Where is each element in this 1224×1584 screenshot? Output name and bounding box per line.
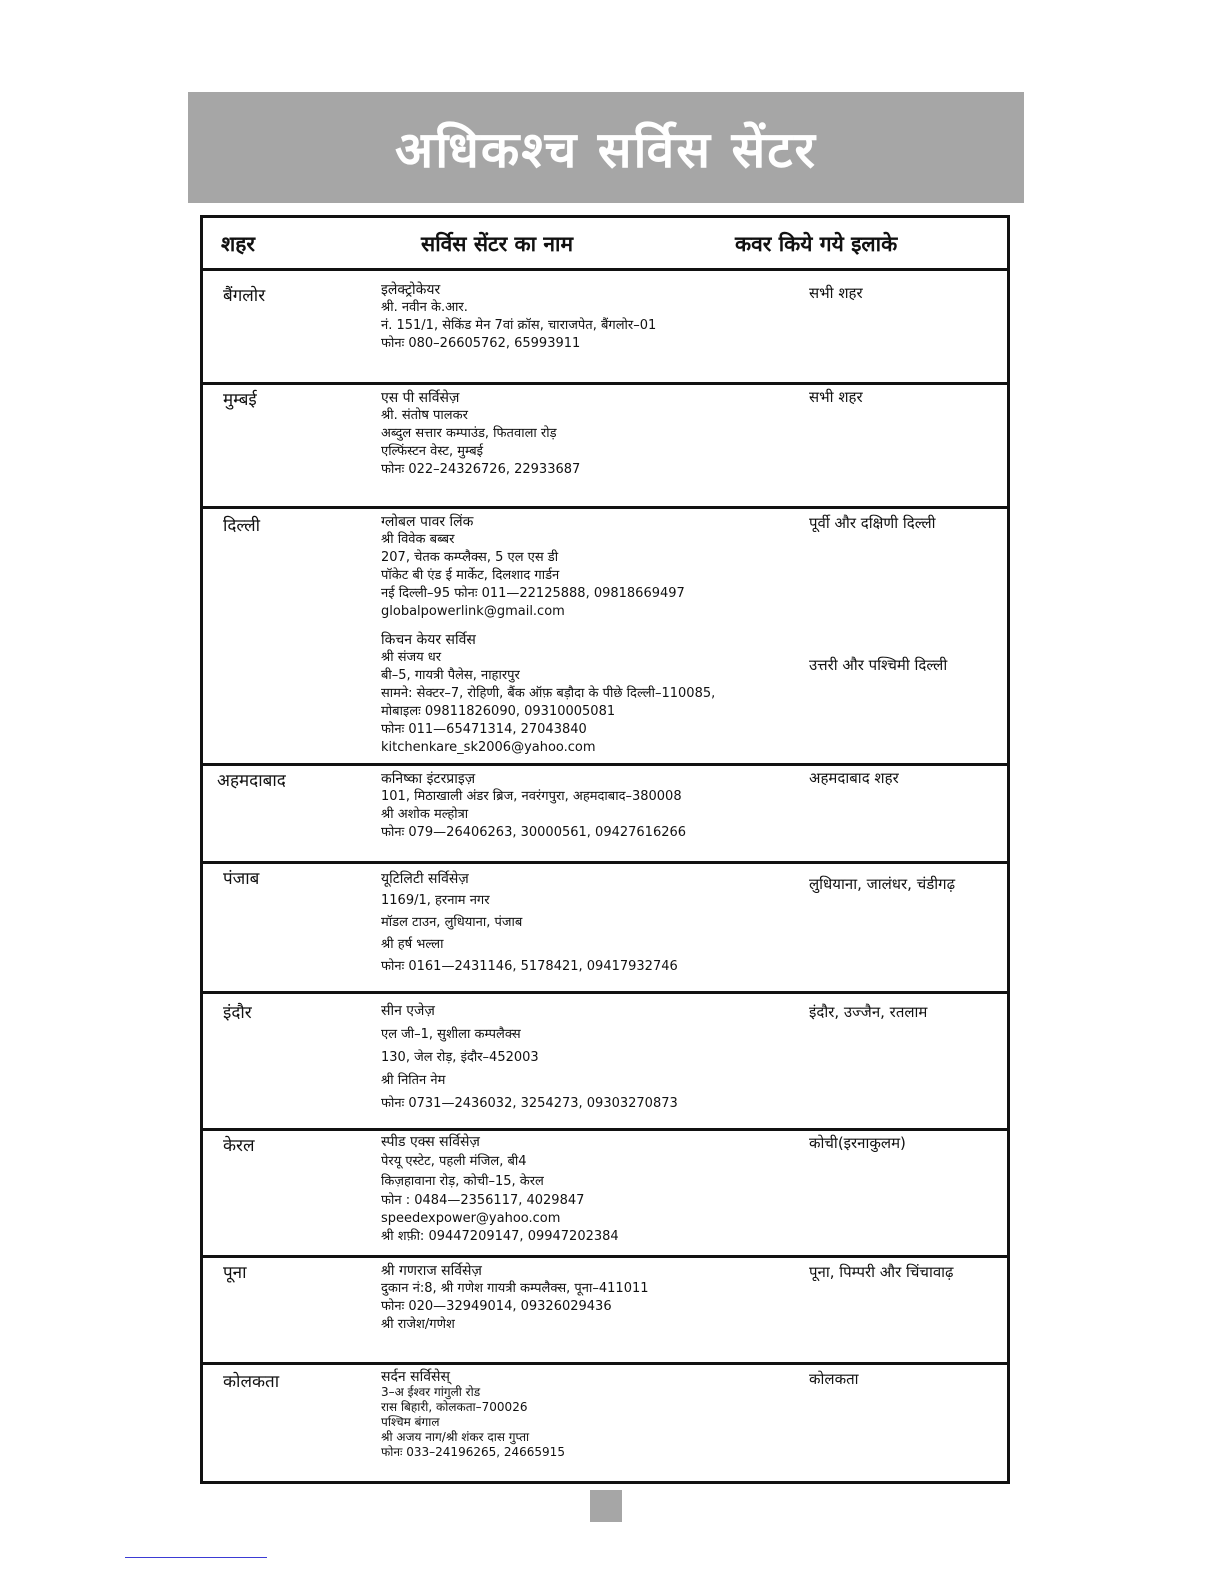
center-line: श्री शफ़ी: 09447209147, 09947202384: [381, 1229, 619, 1244]
center-line: श्री संजय धर: [381, 650, 442, 665]
center-line: श्री विवेक बब्बर: [381, 532, 455, 547]
table-row: [203, 1365, 1007, 1481]
center-line: अब्दुल सत्तार कम्पाउंड, फितवाला रोड़: [381, 426, 557, 441]
center-line: श्री. नवीन के.आर.: [381, 300, 468, 315]
center-line: बी–5, गायत्री पैलेस, नाहारपुर: [381, 668, 520, 683]
table-row: [203, 509, 1007, 766]
service-center: [381, 1133, 801, 1246]
center-line: एल्फिंस्टन वेस्ट, मुम्बई: [381, 444, 484, 459]
table-row: [203, 271, 1007, 385]
center-line: फोनः 033–24196265, 24665915: [381, 1445, 565, 1459]
service-center-table: [200, 215, 1010, 1484]
footnote-divider: [125, 1557, 267, 1558]
service-center: [381, 513, 801, 621]
header-areas: कवर किये गये इलाके: [735, 232, 898, 256]
covered-area: कोलकता: [809, 1370, 859, 1388]
covered-area: अहमदाबाद शहर: [809, 769, 899, 787]
center-line: फोनः 020—32949014, 09326029436: [381, 1299, 612, 1314]
center-email[interactable]: kitchenkare_sk2006@yahoo.com: [381, 740, 596, 755]
center-line: 207, चेतक कम्प्लैक्स, 5 एल एस डी: [381, 550, 559, 565]
center-line: फोनः 011—65471314, 27043840: [381, 722, 587, 737]
covered-area: सभी शहर: [809, 284, 863, 302]
covered-area: पूर्वी और दक्षिणी दिल्ली: [809, 514, 936, 532]
center-line: फोनः 0731—2436032, 3254273, 09303270873: [381, 1096, 678, 1111]
center-line: पेरयू एस्टेट, पहली मंजिल, बी4: [381, 1154, 527, 1169]
center-line: एस पी सर्विसेज़: [381, 390, 460, 406]
city-name: बैंगलोर: [223, 286, 266, 306]
table-header: [203, 218, 1007, 271]
city-name: केरल: [223, 1136, 255, 1156]
table-row: [203, 385, 1007, 509]
center-line: श्री अजय नाग/श्री शंकर दास गुप्ता: [381, 1430, 530, 1444]
city-name: इंदौर: [223, 1003, 252, 1023]
table-row: [203, 1258, 1007, 1365]
service-center: [381, 1369, 801, 1460]
center-line: मॉडल टाउन, लुधियाना, पंजाब: [381, 915, 523, 930]
service-center: [381, 389, 801, 479]
center-line: 1169/1, हरनाम नगर: [381, 893, 490, 908]
center-line: फोनः 079—26406263, 30000561, 09427616266: [381, 825, 687, 840]
center-line: पॉकेट बी एंड ई मार्केट, दिलशाद गार्डन: [381, 568, 560, 583]
covered-area: इंदौर, उज्जैन, रतलाम: [809, 1003, 928, 1021]
center-line: श्री. संतोष पालकर: [381, 408, 468, 423]
service-center: [381, 868, 801, 978]
center-line: रास बिहारी, कोलकता–700026: [381, 1400, 528, 1414]
table-row: [203, 1131, 1007, 1258]
city-name: मुम्बई: [223, 390, 257, 410]
service-center: [381, 631, 801, 757]
center-line: 130, जेल रोड़, इंदौर–452003: [381, 1050, 539, 1065]
center-line: 3–अ ईश्वर गांगुली रोड: [381, 1385, 481, 1399]
covered-area: कोची(इरनाकुलम): [809, 1134, 906, 1152]
center-line: पश्चिम बंगाल: [381, 1415, 440, 1429]
page-number-box: [590, 1490, 622, 1522]
center-email[interactable]: globalpowerlink@gmail.com: [381, 604, 565, 619]
center-line: किचन केयर सर्विस: [381, 632, 476, 648]
service-center: [381, 1262, 801, 1334]
center-line: श्री गणराज सर्विसेज़: [381, 1263, 482, 1279]
center-line: सर्दन सर्विसेस्: [381, 1369, 450, 1385]
center-line: मोबाइलः 09811826090, 09310005081: [381, 704, 616, 719]
center-line: श्री राजेश/गणेश: [381, 1317, 455, 1332]
center-line: किज़हावाना रोड़, कोची–15, केरल: [381, 1174, 544, 1189]
covered-area: सभी शहर: [809, 388, 863, 406]
table-row: [203, 994, 1007, 1131]
center-line: श्री हर्ष भल्ला: [381, 937, 444, 952]
service-center: [381, 1000, 801, 1115]
title-banner: [188, 92, 1024, 203]
center-line: सीन एजेज़: [381, 1003, 435, 1019]
center-line: स्पीड एक्स सर्विसेज़: [381, 1134, 480, 1150]
center-line: फोन : 0484—2356117, 4029847: [381, 1193, 585, 1208]
center-line: 101, मिठाखाली अंडर ब्रिज, नवरंगपुरा, अहमदाबाद–380008: [381, 789, 682, 804]
header-center-name: सर्विस सेंटर का नाम: [421, 232, 574, 256]
center-line: एल जी–1, सुशीला कम्पलैक्स: [381, 1027, 521, 1042]
covered-area: पूना, पिम्परी और चिंचावाढ़: [809, 1263, 954, 1281]
center-email[interactable]: speedexpower@yahoo.com: [381, 1211, 561, 1226]
center-line: फोनः 0161—2431146, 5178421, 09417932746: [381, 959, 678, 974]
center-line: नं. 151/1, सेकिंड मेन 7वां क्रॉस, चाराजपेत, बैंगलोर–01: [381, 318, 657, 333]
center-line: कनिष्का इंटरप्राइज़: [381, 771, 476, 787]
center-line: नई दिल्ली–95 फोनः 011—22125888, 09818669497: [381, 586, 685, 601]
covered-area: लुधियाना, जालंधर, चंडीगढ़: [809, 875, 956, 893]
center-line: फोनः 022–24326726, 22933687: [381, 462, 581, 477]
center-line: सामने: सेक्टर–7, रोहिणी, बैंक ऑफ़ बड़ौदा के पीछे दिल्ली–110085,: [381, 686, 716, 701]
city-name: कोलकता: [223, 1372, 280, 1392]
center-line: फोनः 080–26605762, 65993911: [381, 336, 581, 351]
center-line: श्री अशोक मल्होत्रा: [381, 807, 469, 822]
center-line: दुकान नं:8, श्री गणेश गायत्री कम्पलैक्स, पूना–411011: [381, 1281, 649, 1296]
covered-area: उत्तरी और पश्चिमी दिल्ली: [809, 656, 948, 674]
center-line: इलेक्ट्रोकेयर: [381, 282, 441, 298]
center-line: ग्लोबल पावर लिंक: [381, 514, 474, 530]
city-name: दिल्ली: [223, 516, 261, 536]
city-name: पूना: [223, 1263, 247, 1283]
page-title: अधिकश्च सर्विस सेंटर: [395, 120, 817, 179]
city-name: अहमदाबाद: [217, 771, 286, 791]
center-line: यूटिलिटी सर्विसेज़: [381, 871, 469, 887]
table-row: [203, 864, 1007, 994]
service-center: [381, 281, 801, 353]
center-line: श्री नितिन नेम: [381, 1073, 446, 1088]
header-city: शहर: [221, 232, 256, 256]
table-row: [203, 766, 1007, 864]
city-name: पंजाब: [223, 869, 260, 889]
service-center: [381, 770, 801, 842]
